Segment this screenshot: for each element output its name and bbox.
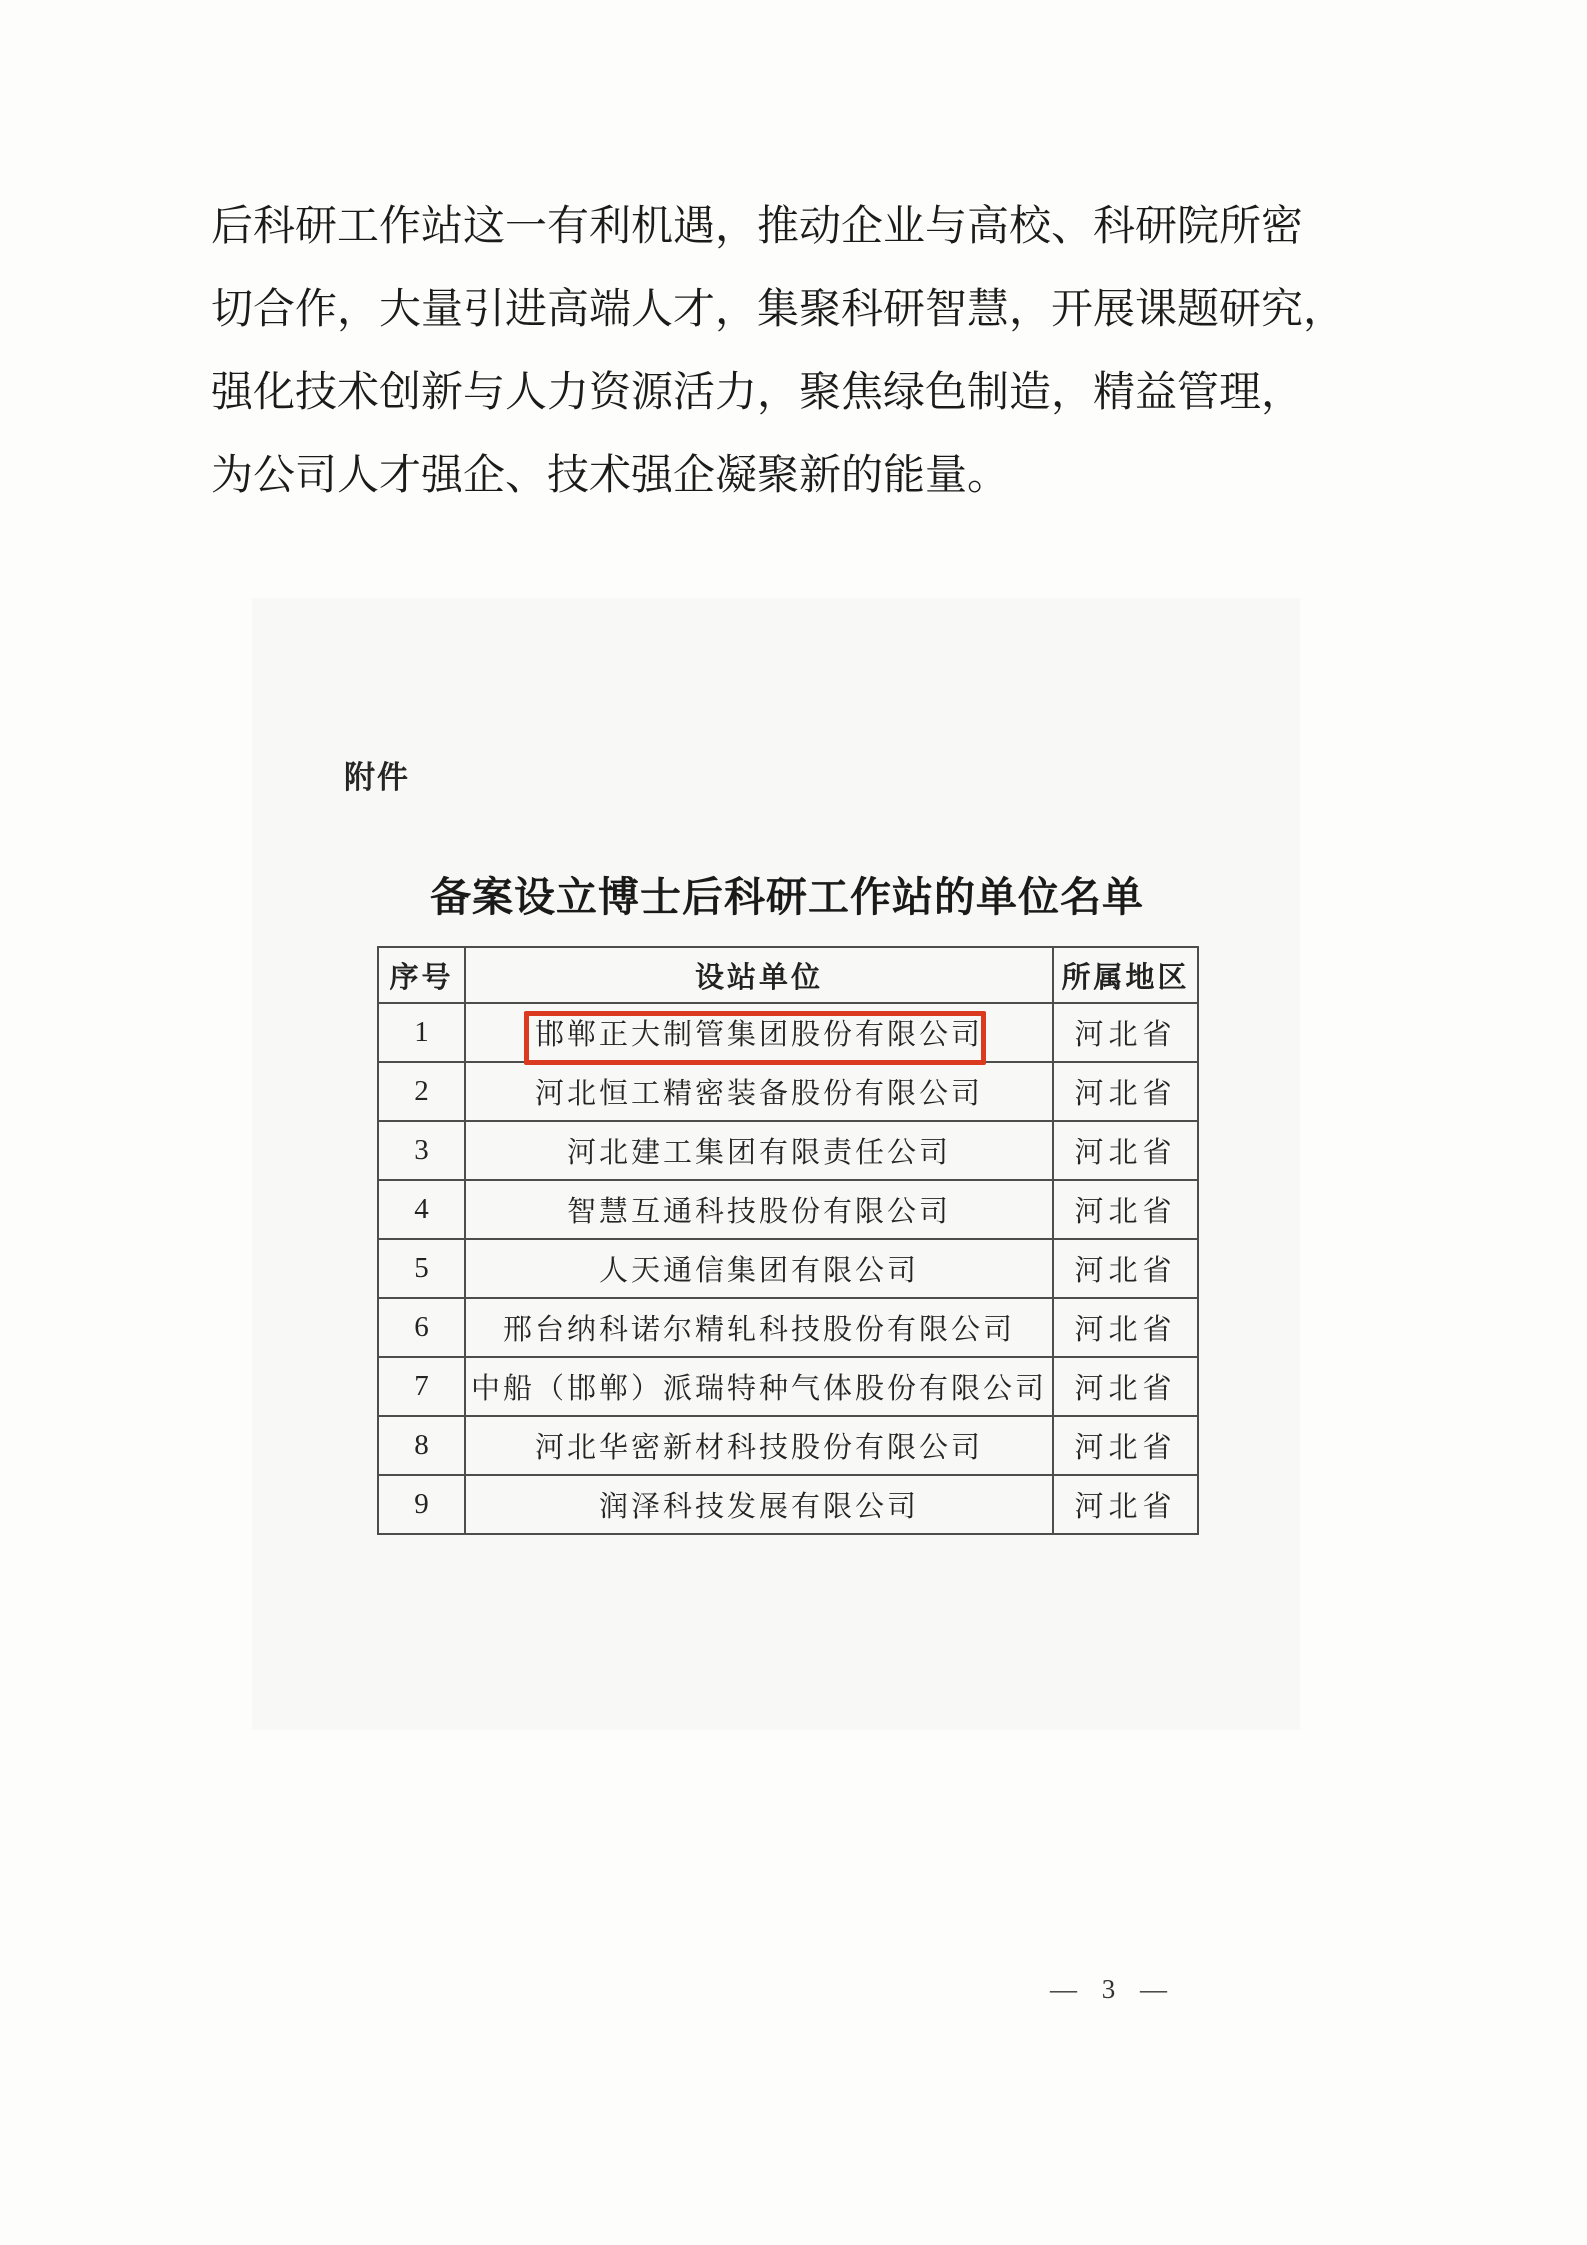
cell-unit: 中船（邯郸）派瑞特种气体股份有限公司: [465, 1357, 1053, 1416]
cell-unit: 润泽科技发展有限公司: [465, 1475, 1053, 1534]
table-row: [378, 1357, 1198, 1416]
cell-unit: 河北华密新材科技股份有限公司: [465, 1416, 1053, 1475]
cell-region: 河北省: [1053, 1003, 1198, 1062]
header-cell-region: 所属地区: [1053, 947, 1198, 1003]
attachment-title: 备案设立博士后科研工作站的单位名单: [430, 874, 1144, 920]
cell-region: 河北省: [1053, 1298, 1198, 1357]
cell-region: 河北省: [1053, 1416, 1198, 1475]
paragraph-line-4: 为公司人才强企、技术强企凝聚新的能量。: [211, 453, 1010, 499]
cell-region: 河北省: [1053, 1062, 1198, 1121]
paragraph-line-2: 切合作，大量引进高端人才，集聚科研智慧，开展课题研究，: [211, 287, 1346, 333]
table-row: [378, 1475, 1198, 1534]
table-header-row: [378, 947, 1198, 1003]
table-row: [378, 1121, 1198, 1180]
cell-no: 2: [378, 1062, 465, 1121]
cell-no: 3: [378, 1121, 465, 1180]
cell-region: 河北省: [1053, 1121, 1198, 1180]
table-row: [378, 1062, 1198, 1121]
table-row: [378, 1003, 1198, 1062]
cell-no: 1: [378, 1003, 465, 1062]
attachment-label: 附件: [344, 760, 410, 795]
cell-unit: 邯郸正大制管集团股份有限公司: [465, 1003, 1053, 1062]
table-row: [378, 1298, 1198, 1357]
paragraph-line-1: 后科研工作站这一有利机遇，推动企业与高校、科研院所密: [211, 204, 1304, 250]
cell-unit: 河北恒工精密装备股份有限公司: [465, 1062, 1053, 1121]
paragraph-line-3: 强化技术创新与人力资源活力，聚焦绿色制造，精益管理，: [211, 370, 1304, 416]
cell-unit: 河北建工集团有限责任公司: [465, 1121, 1053, 1180]
header-cell-no: 序号: [378, 947, 465, 1003]
table-row: [378, 1416, 1198, 1475]
cell-no: 5: [378, 1239, 465, 1298]
cell-no: 7: [378, 1357, 465, 1416]
cell-unit: 人天通信集团有限公司: [465, 1239, 1053, 1298]
cell-region: 河北省: [1053, 1357, 1198, 1416]
table-row: [378, 1239, 1198, 1298]
cell-no: 9: [378, 1475, 465, 1534]
table-row: [378, 1180, 1198, 1239]
header-cell-unit: 设站单位: [465, 947, 1053, 1003]
cell-no: 6: [378, 1298, 465, 1357]
cell-region: 河北省: [1053, 1239, 1198, 1298]
body-paragraph: [211, 186, 1345, 518]
cell-no: 4: [378, 1180, 465, 1239]
cell-unit: 智慧互通科技股份有限公司: [465, 1180, 1053, 1239]
cell-unit: 邢台纳科诺尔精轧科技股份有限公司: [465, 1298, 1053, 1357]
cell-no: 8: [378, 1416, 465, 1475]
roster-table: [377, 946, 1199, 1535]
cell-region: 河北省: [1053, 1475, 1198, 1534]
cell-region: 河北省: [1053, 1180, 1198, 1239]
page-number: — 3 —: [1050, 1974, 1170, 2004]
